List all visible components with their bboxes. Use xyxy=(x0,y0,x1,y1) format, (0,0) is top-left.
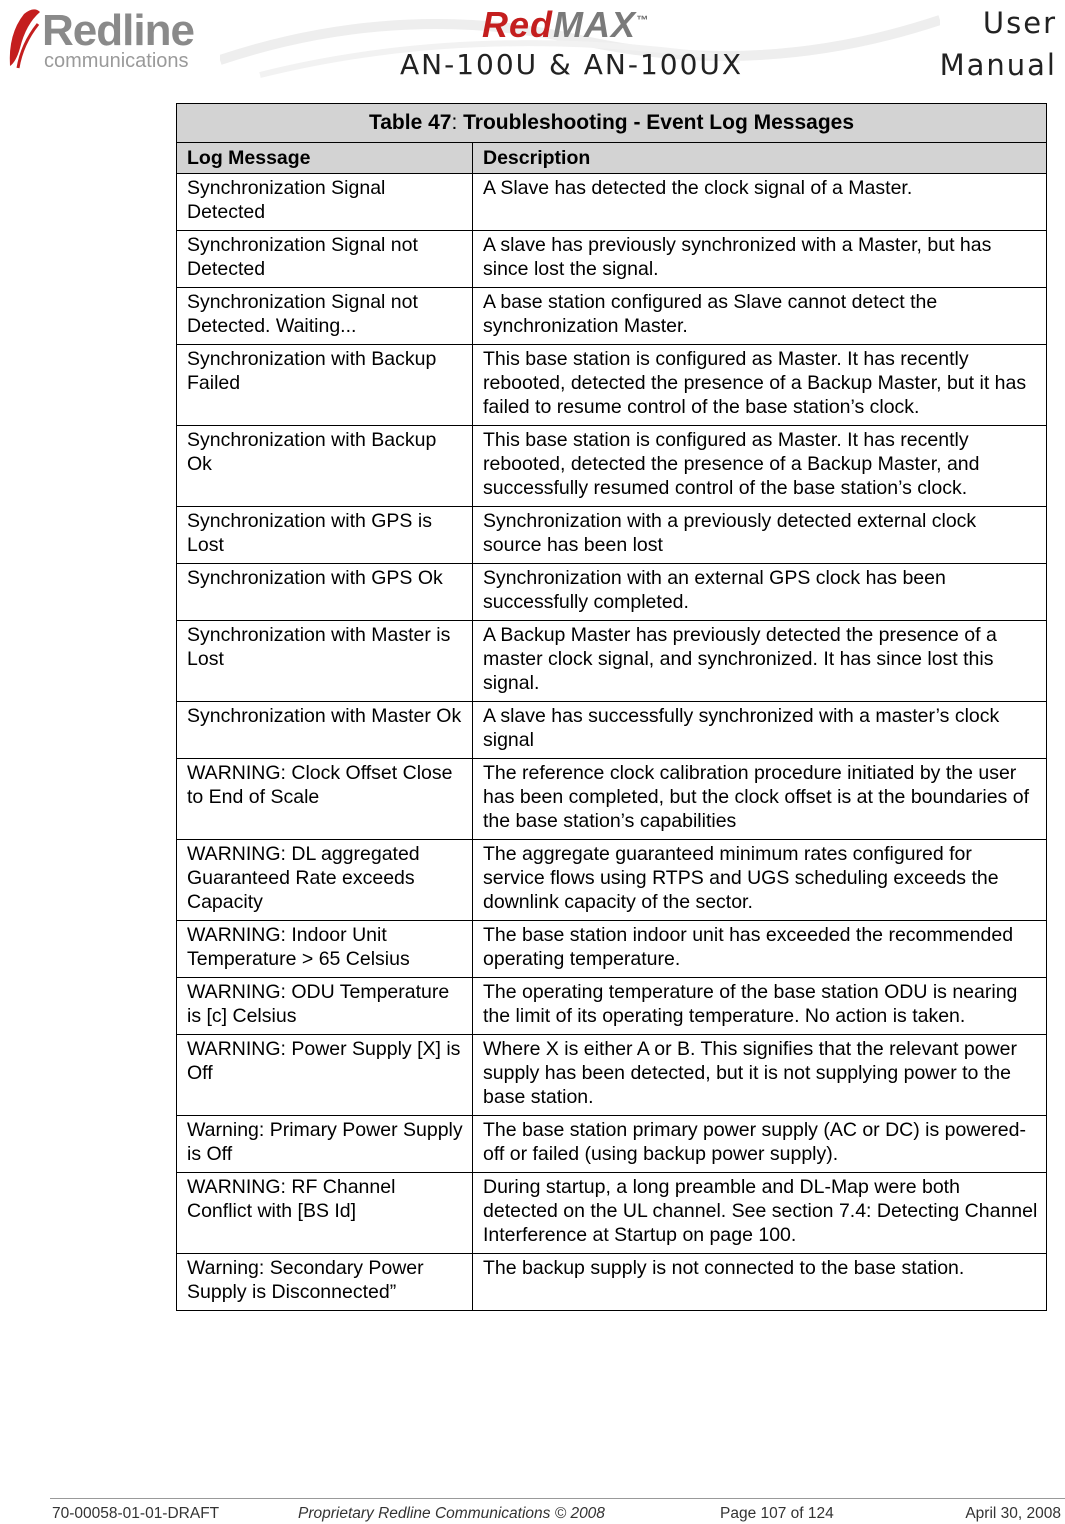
footer-divider xyxy=(50,1498,1065,1499)
table-row xyxy=(177,921,1047,978)
redmax-logo: RedMAX™ xyxy=(482,4,650,45)
description-cell: During startup, a long preamble and DL-Map were both detected on the UL channel. See section 7.4: Detecting Channel Interference at Startup on page 100. xyxy=(473,1173,1047,1254)
description-cell: The aggregate guaranteed minimum rates configured for service flows using RTPS and UGS scheduling exceeds the downlink capacity of the sector. xyxy=(473,840,1047,921)
redline-logo xyxy=(4,4,214,74)
description-cell: Synchronization with an external GPS clock has been successfully completed. xyxy=(473,564,1047,621)
doc-title: User Manual xyxy=(939,6,1057,82)
log-message-cell: WARNING: ODU Temperature is [c] Celsius xyxy=(177,978,473,1035)
table-row xyxy=(177,564,1047,621)
description-cell: Where X is either A or B. This signifies that the relevant power supply has been detected, but it is not supplying power to the base station. xyxy=(473,1035,1047,1116)
column-header-message: Log Message xyxy=(177,143,473,174)
company-brand: Redline xyxy=(42,6,194,55)
description-cell: A Slave has detected the clock signal of a Master. xyxy=(473,174,1047,231)
table-row xyxy=(177,702,1047,759)
table-row xyxy=(177,1035,1047,1116)
log-message-cell: Warning: Secondary Power Supply is Disconnected” xyxy=(177,1254,473,1311)
description-cell: A base station configured as Slave cannot detect the synchronization Master. xyxy=(473,288,1047,345)
log-message-cell: WARNING: RF Channel Conflict with [BS Id] xyxy=(177,1173,473,1254)
table-row xyxy=(177,507,1047,564)
description-cell: A slave has successfully synchronized with a master’s clock signal xyxy=(473,702,1047,759)
log-message-cell: Synchronization with GPS Ok xyxy=(177,564,473,621)
table-row xyxy=(177,840,1047,921)
log-message-cell: Synchronization with GPS is Lost xyxy=(177,507,473,564)
table-row xyxy=(177,1173,1047,1254)
log-message-cell: WARNING: Indoor Unit Temperature > 65 Celsius xyxy=(177,921,473,978)
description-cell: The base station primary power supply (AC or DC) is powered-off or failed (using backup power supply). xyxy=(473,1116,1047,1173)
page-header xyxy=(0,0,1065,90)
log-message-cell: Synchronization with Backup Ok xyxy=(177,426,473,507)
table-caption: Table 47: Troubleshooting - Event Log Messages xyxy=(177,104,1047,143)
description-cell: The base station indoor unit has exceeded the recommended operating temperature. xyxy=(473,921,1047,978)
log-message-cell: Synchronization Signal Detected xyxy=(177,174,473,231)
log-message-cell: WARNING: DL aggregated Guaranteed Rate exceeds Capacity xyxy=(177,840,473,921)
table-row xyxy=(177,288,1047,345)
table-row xyxy=(177,345,1047,426)
description-cell: This base station is configured as Master. It has recently rebooted, detected the presence of a Backup Master, but it has failed to resume control of the base station’s clock. xyxy=(473,345,1047,426)
footer-date: April 30, 2008 xyxy=(965,1505,1061,1522)
log-message-cell: Synchronization with Master is Lost xyxy=(177,621,473,702)
product-model: AN-100U & AN-100UX xyxy=(400,48,744,81)
log-message-cell: WARNING: Clock Offset Close to End of Scale xyxy=(177,759,473,840)
log-message-cell: Synchronization with Master Ok xyxy=(177,702,473,759)
log-message-cell: WARNING: Power Supply [X] is Off xyxy=(177,1035,473,1116)
log-message-cell: Synchronization with Backup Failed xyxy=(177,345,473,426)
footer-doc-id: 70-00058-01-01-DRAFT xyxy=(52,1505,220,1522)
table-row xyxy=(177,1254,1047,1311)
table-row xyxy=(177,621,1047,702)
table-row xyxy=(177,978,1047,1035)
table-row xyxy=(177,426,1047,507)
table-row xyxy=(177,174,1047,231)
event-log-table xyxy=(176,103,1047,1311)
log-message-cell: Synchronization Signal not Detected. Waiting... xyxy=(177,288,473,345)
column-header-description: Description xyxy=(473,143,1047,174)
log-message-cell: Warning: Primary Power Supply is Off xyxy=(177,1116,473,1173)
company-sub: communications xyxy=(44,50,189,72)
table-row xyxy=(177,759,1047,840)
table-row xyxy=(177,1116,1047,1173)
description-cell: Synchronization with a previously detected external clock source has been lost xyxy=(473,507,1047,564)
description-cell: The operating temperature of the base station ODU is nearing the limit of its operating temperature. No action is taken. xyxy=(473,978,1047,1035)
footer-proprietary: Proprietary Redline Communications © 2008 xyxy=(298,1505,605,1522)
description-cell: A slave has previously synchronized with a Master, but has since lost the signal. xyxy=(473,231,1047,288)
description-cell: The reference clock calibration procedure initiated by the user has been completed, but the clock offset is at the boundaries of the base station’s capabilities xyxy=(473,759,1047,840)
description-cell: The backup supply is not connected to the base station. xyxy=(473,1254,1047,1311)
description-cell: A Backup Master has previously detected the presence of a master clock signal, and synchronized. It has since lost this signal. xyxy=(473,621,1047,702)
description-cell: This base station is configured as Master. It has recently rebooted, detected the presence of a Backup Master, and successfully resumed control of the base station’s clock. xyxy=(473,426,1047,507)
log-message-cell: Synchronization Signal not Detected xyxy=(177,231,473,288)
table-row xyxy=(177,231,1047,288)
footer-page-number: Page 107 of 124 xyxy=(720,1505,834,1522)
